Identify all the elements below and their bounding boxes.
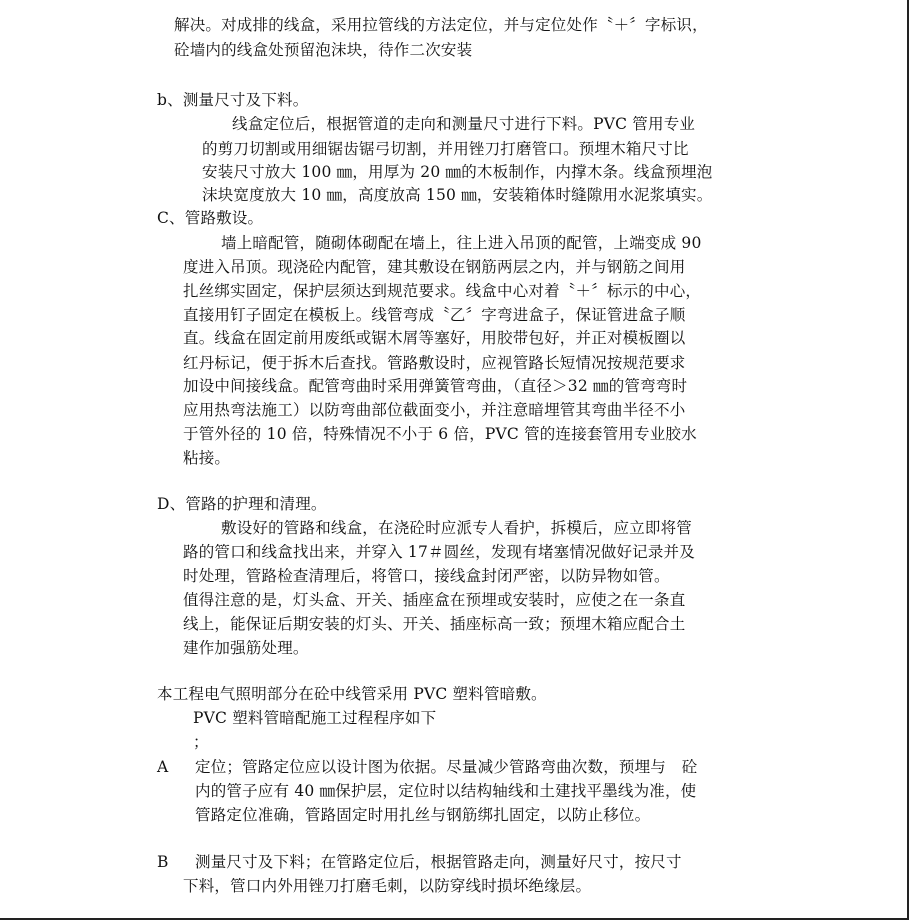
text-line: 红丹标记，便于拆木后查找。管路敷设时，应视管路长短情况按规范要求	[183, 354, 686, 372]
text-line: 砼墙内的线盒处预留泡沫块，待作二次安装	[174, 41, 473, 59]
text-line: 线上，能保证后期安装的灯头、开关、插座标高一致；预埋木箱应配合土	[183, 615, 686, 633]
text-line: 墙上暗配管，随砌体砌配在墙上，往上进入吊顶的配管，上端变成 90	[221, 234, 702, 252]
text-line: 测量尺寸及下料；在管路定位后，根据管路走向，测量好尺寸，按尺寸	[195, 853, 682, 871]
section-heading-c: C、管路敷设。	[157, 209, 264, 227]
text-line: 于管外径的 10 倍，特殊情况不小于 6 倍，PVC 管的连接套管用专业胶水	[183, 425, 697, 443]
text-line: 值得注意的是，灯头盒、开关、插座盒在预埋或安装时，应使之在一条直	[183, 591, 686, 609]
text-line: ；	[193, 733, 209, 751]
text-line: 时处理，管路检查清理后，将管口，接线盒封闭严密，以防异物如管。	[183, 567, 670, 585]
text-line: 的剪刀切割或用细锯齿锯弓切割，并用锉刀打磨管口。预埋木箱尺寸比	[202, 140, 689, 158]
text-line: 直接用钉子固定在模板上。线管弯成〝乙〞字弯进盒子，保证管进盒子顺	[183, 306, 686, 324]
text-line: 粘接。	[183, 449, 231, 467]
text-line: 安装尺寸放大 100 ㎜，用厚为 20 ㎜的木板制作，内撑木条。线盒预埋泡	[202, 163, 713, 181]
text-line: 本工程电气照明部分在砼中线管采用 PVC 塑料管暗敷。	[157, 685, 547, 703]
text-line: 直。线盒在固定前用废纸或锯木屑等塞好，用胶带包好，并正对模板圈以	[183, 329, 686, 347]
text-line: 定位；管路定位应以设计图为依据。尽量减少管路弯曲次数，预埋与 砼	[195, 758, 698, 776]
text-line: 内的管子应有 40 ㎜保护层，定位时以结构轴线和土建找平墨线为准，使	[195, 782, 697, 800]
section-heading-d: D、管路的护理和清理。	[157, 495, 327, 513]
item-marker-b: B	[157, 853, 169, 871]
text-line: 管路定位准确，管路固定时用扎丝与钢筋绑扎固定，以防止移位。	[195, 806, 651, 824]
text-line: 扎丝绑实固定，保护层须达到规范要求。线盒中心对着〝＋〞标示的中心，	[183, 282, 702, 300]
text-line: 敷设好的管路和线盒，在浇砼时应派专人看护，拆模后，应立即将管	[221, 519, 693, 537]
text-line: 路的管口和线盒找出来，并穿入 17＃圆丝，发现有堵塞情况做好记录并及	[183, 543, 695, 561]
text-line: 线盒定位后，根据管道的走向和测量尺寸进行下料。PVC 管用专业	[232, 115, 696, 133]
text-line: 建作加强筋处理。	[183, 639, 309, 657]
text-line: PVC 塑料管暗配施工过程程序如下	[193, 709, 437, 727]
text-line: 应用热弯法施工）以防弯曲部位截面变小，并注意暗埋管其弯曲半径不小	[183, 401, 686, 419]
text-line: 加设中间接线盒。配管弯曲时采用弹簧管弯曲，（直径＞32 ㎜的管弯弯时	[183, 377, 688, 395]
text-line: 沫块宽度放大 10 ㎜，高度放高 150 ㎜，安装箱体时缝隙用水泥浆填实。	[202, 186, 713, 204]
item-marker-a: A	[157, 758, 169, 776]
text-line: 度进入吊顶。现浇砼内配管，建其敷设在钢筋两层之内，并与钢筋之间用	[183, 258, 686, 276]
section-heading-b: b、测量尺寸及下料。	[157, 91, 309, 109]
text-line: 解决。对成排的线盒，采用拉管线的方法定位，并与定位处作〝＋〞字标识，	[174, 16, 708, 34]
text-line: 下料，管口内外用锉刀打磨毛刺，以防穿线时损坏绝缘层。	[183, 877, 592, 895]
